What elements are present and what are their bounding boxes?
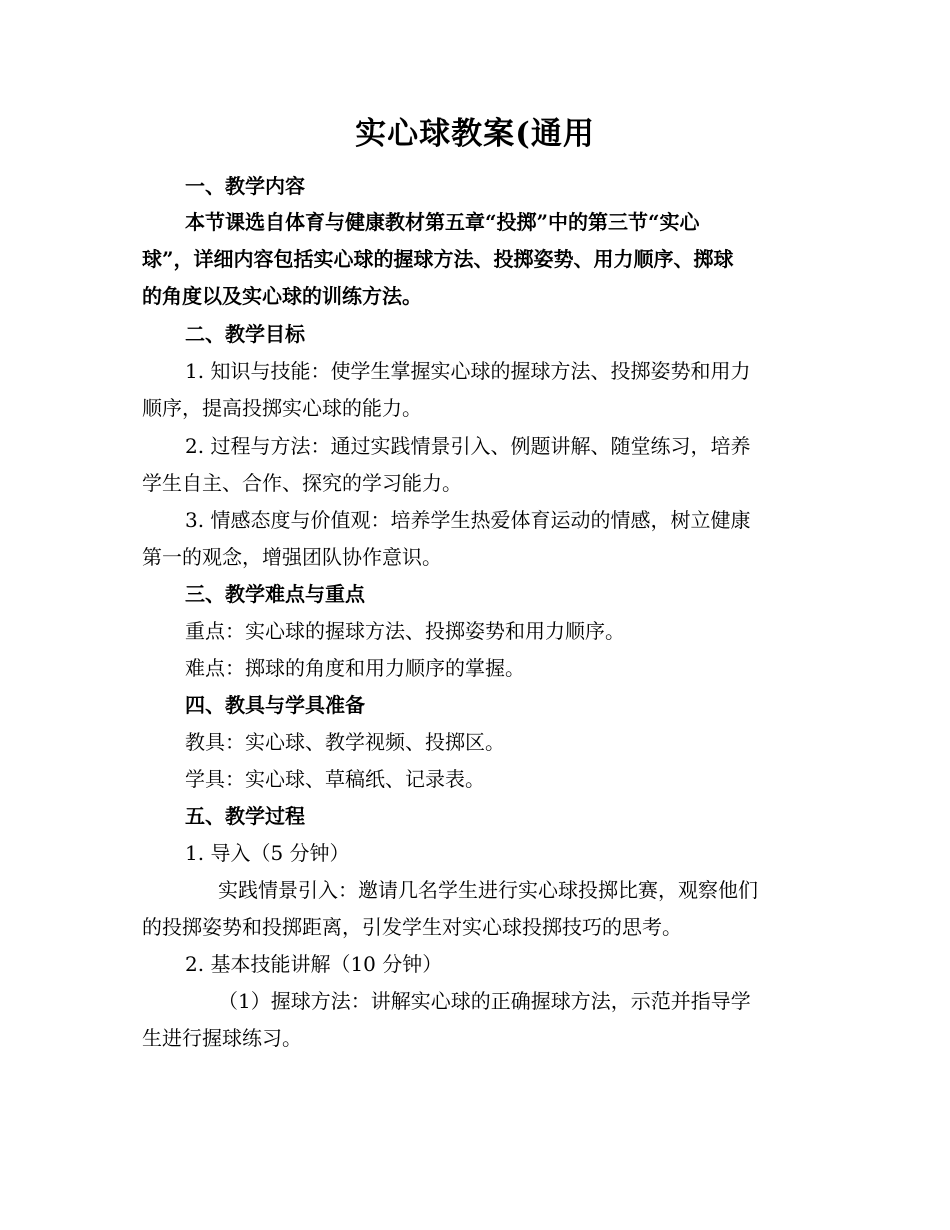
paragraph-line: 学具：实心球、草稿纸、记录表。 — [185, 767, 485, 791]
paragraph-line: 难点：掷球的角度和用力顺序的掌握。 — [185, 656, 525, 680]
paragraph-line: 1. 导入（5 分钟） — [185, 841, 350, 865]
paragraph-line: 的角度以及实心球的训练方法。 — [142, 284, 422, 308]
paragraph-line: 教具：实心球、教学视频、投掷区。 — [185, 730, 505, 754]
paragraph-line: 生进行握球练习。 — [142, 1026, 302, 1050]
paragraph-line: 重点：实心球的握球方法、投掷姿势和用力顺序。 — [185, 619, 625, 643]
paragraph-line: 2. 基本技能讲解（10 分钟） — [185, 952, 443, 976]
paragraph-line: 学生自主、合作、探究的学习能力。 — [142, 471, 462, 495]
paragraph-line: 实践情景引入：邀请几名学生进行实心球投掷比赛，观察他们 — [218, 878, 758, 902]
section-heading-teaching-content: 一、教学内容 — [185, 174, 305, 198]
paragraph-line: 第一的观念，增强团队协作意识。 — [142, 545, 442, 569]
paragraph-line: 本节课选自体育与健康教材第五章“投掷”中的第三节“实心 — [185, 210, 700, 234]
paragraph-line: 球”，详细内容包括实心球的握球方法、投掷姿势、用力顺序、掷球 — [142, 247, 734, 271]
paragraph-line: 1. 知识与技能：使学生掌握实心球的握球方法、投掷姿势和用力 — [185, 359, 751, 383]
section-heading-materials: 四、教具与学具准备 — [185, 693, 365, 717]
section-heading-process: 五、教学过程 — [185, 804, 305, 828]
paragraph-line: （1）握球方法：讲解实心球的正确握球方法，示范并指导学 — [218, 989, 751, 1013]
paragraph-line: 的投掷姿势和投掷距离，引发学生对实心球投掷技巧的思考。 — [142, 915, 682, 939]
paragraph-line: 2. 过程与方法：通过实践情景引入、例题讲解、随堂练习，培养 — [185, 434, 751, 458]
paragraph-line: 顺序，提高投掷实心球的能力。 — [142, 396, 422, 420]
section-heading-teaching-goals: 二、教学目标 — [185, 322, 305, 346]
section-heading-difficulties: 三、教学难点与重点 — [185, 582, 365, 606]
paragraph-line: 3. 情感态度与价值观：培养学生热爱体育运动的情感，树立健康 — [185, 508, 751, 532]
document-title: 实心球教案(通用 — [355, 116, 595, 152]
